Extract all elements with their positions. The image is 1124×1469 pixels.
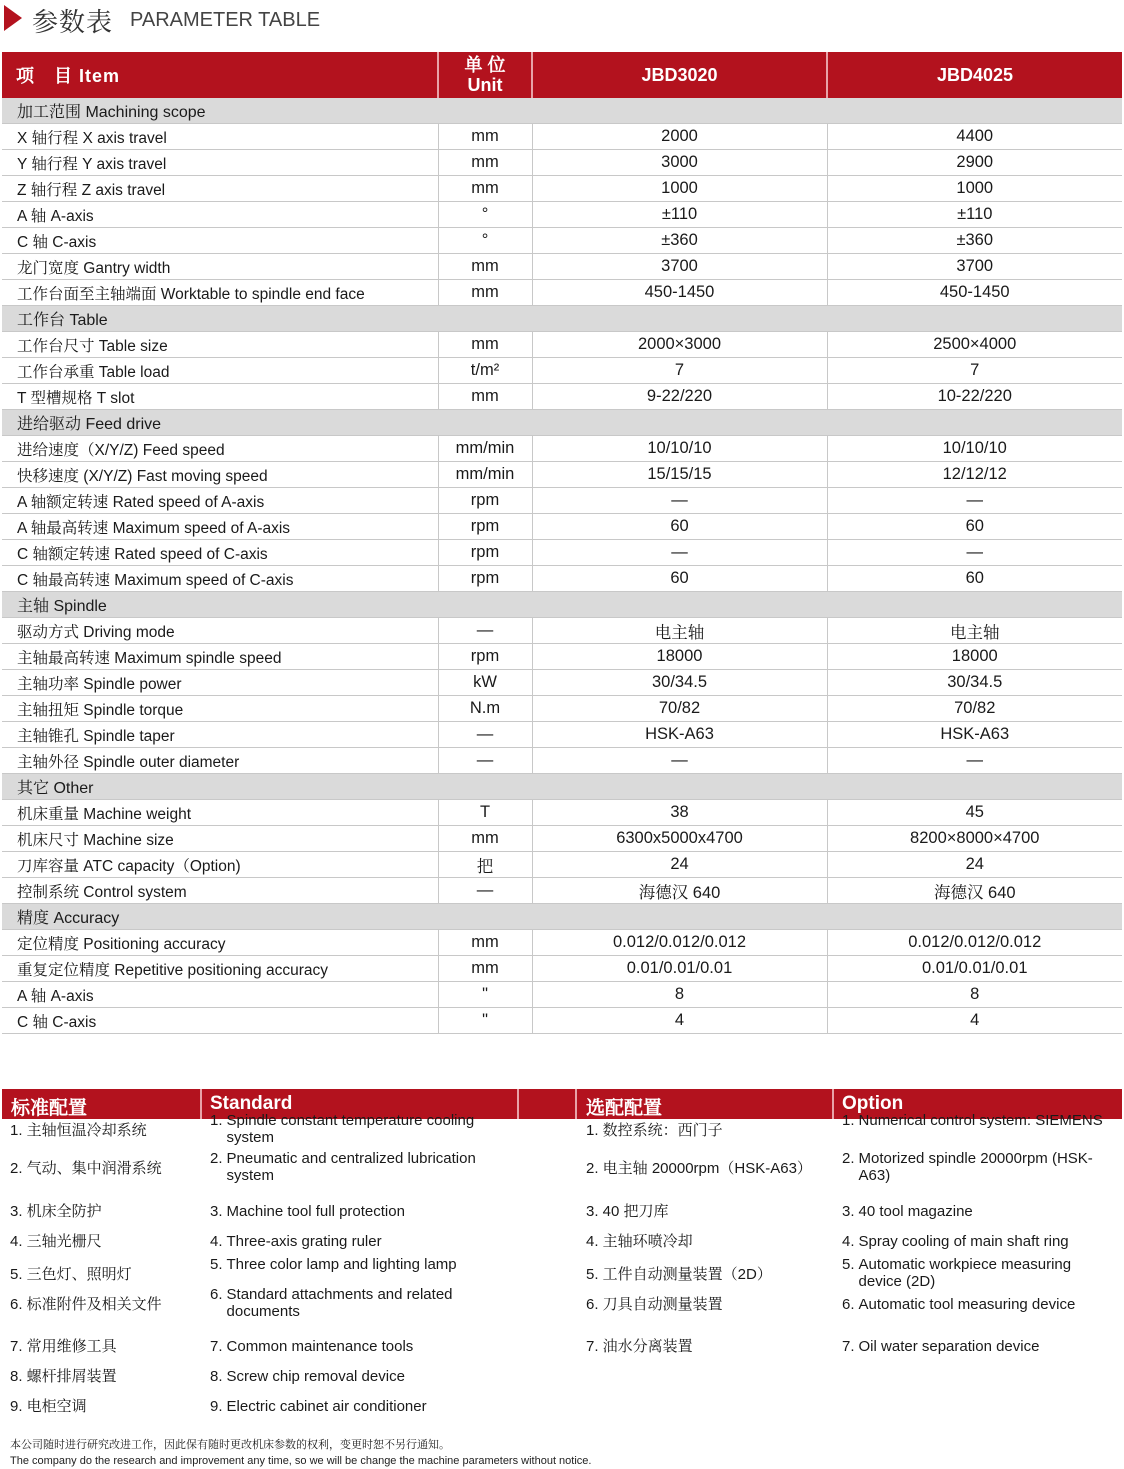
row-value-jbd3020: 0.012/0.012/0.012 [532, 930, 827, 956]
row-value-jbd4025: 2900 [827, 150, 1122, 176]
page-title [0, 0, 1124, 42]
option-head-zh: 选配配置 [586, 1098, 663, 1119]
table-row [2, 644, 1122, 670]
row-value-jbd3020: 9-22/220 [532, 384, 827, 410]
standard-item-en [210, 1233, 503, 1250]
row-value-jbd3020: 电主轴 [532, 618, 827, 644]
option-item-en-text: 40 tool magazine [858, 1203, 973, 1220]
section-row [2, 98, 1122, 124]
row-value-jbd4025: 8200×8000×4700 [827, 826, 1122, 852]
row-value-jbd4025: 1000 [827, 176, 1122, 202]
row-value-jbd3020: 24 [532, 852, 827, 878]
standard-item-en-text: Electric cabinet air conditioner [226, 1398, 427, 1415]
row-label: C 轴额定转速 Rated speed of C-axis [2, 540, 438, 566]
row-unit: rpm [438, 566, 532, 592]
standard-item-en-text: Spindle constant temperature cooling system [226, 1112, 475, 1146]
standard-item-en-text: Screw chip removal device [226, 1368, 405, 1385]
option-item-zh: 4. 主轴环喷冷却 [586, 1233, 693, 1250]
option-item-en-number: 2. [842, 1150, 855, 1167]
table-body [2, 98, 1122, 1034]
header-model-1: JBD3020 [532, 52, 827, 98]
table-row [2, 722, 1122, 748]
table-row [2, 176, 1122, 202]
row-label: 龙门宽度 Gantry width [2, 254, 438, 280]
row-label: C 轴 C-axis [2, 1008, 438, 1034]
option-item-zh: 5. 工件自动测量装置（2D） [586, 1266, 772, 1283]
option-item-en-text: Oil water separation device [858, 1338, 1040, 1355]
row-value-jbd4025: — [827, 488, 1122, 514]
row-value-jbd4025: ±110 [827, 202, 1122, 228]
row-value-jbd3020: 3000 [532, 150, 827, 176]
row-value-jbd4025: 30/34.5 [827, 670, 1122, 696]
option-item-en-text: Automatic workpiece measuring device (2D) [858, 1256, 1072, 1290]
row-unit: mm [438, 826, 532, 852]
row-unit: t/m² [438, 358, 532, 384]
standard-item-zh: 7. 常用维修工具 [10, 1338, 117, 1355]
row-value-jbd3020: — [532, 488, 827, 514]
row-value-jbd4025: HSK-A63 [827, 722, 1122, 748]
table-row [2, 618, 1122, 644]
row-label: 主轴外径 Spindle outer diameter [2, 748, 438, 774]
row-value-jbd4025: 电主轴 [827, 618, 1122, 644]
option-item-zh: 6. 刀具自动测量装置 [586, 1296, 723, 1313]
row-unit: mm/min [438, 436, 532, 462]
standard-item-en-text: Standard attachments and related documents [226, 1286, 453, 1320]
section-title: 工作台 Table [2, 306, 1122, 332]
row-label: X 轴行程 X axis travel [2, 124, 438, 150]
option-item-en-text: Motorized spindle 20000rpm (HSK-A63) [858, 1150, 1093, 1184]
option-item-en-number: 6. [842, 1296, 855, 1313]
option-item-en [842, 1256, 1110, 1290]
standard-item-en-number: 3. [210, 1203, 223, 1220]
header-divider [832, 1089, 834, 1119]
row-label: A 轴 A-axis [2, 202, 438, 228]
title-en: PARAMETER TABLE [130, 9, 321, 31]
row-value-jbd3020: 60 [532, 566, 827, 592]
row-unit: mm/min [438, 462, 532, 488]
section-title: 进给驱动 Feed drive [2, 410, 1122, 436]
option-item-en-text: Spray cooling of main shaft ring [858, 1233, 1069, 1250]
section-row [2, 774, 1122, 800]
standard-item-zh: 4. 三轴光栅尺 [10, 1233, 102, 1250]
option-item-en-number: 5. [842, 1256, 855, 1273]
table-row [2, 150, 1122, 176]
row-value-jbd3020: 1000 [532, 176, 827, 202]
standard-item-en [210, 1150, 503, 1184]
row-value-jbd4025: 7 [827, 358, 1122, 384]
row-value-jbd3020: 60 [532, 514, 827, 540]
row-label: 主轴锥孔 Spindle taper [2, 722, 438, 748]
table-row [2, 878, 1122, 904]
row-label: 工作台面至主轴端面 Worktable to spindle end face [2, 280, 438, 306]
standard-head-zh: 标准配置 [11, 1098, 88, 1119]
option-item-zh: 1. 数控系统：西门子 [586, 1122, 723, 1139]
header-item: 项 目 Item [2, 52, 438, 98]
table-row [2, 436, 1122, 462]
option-item-en-text: Automatic tool measuring device [858, 1296, 1076, 1313]
row-value-jbd3020: 6300x5000x4700 [532, 826, 827, 852]
standard-item-en [210, 1112, 503, 1146]
table-row [2, 332, 1122, 358]
configuration-section [2, 1089, 1122, 1419]
standard-item-en-number: 8. [210, 1368, 223, 1385]
standard-item-zh: 3. 机床全防护 [10, 1203, 102, 1220]
row-value-jbd4025: 10/10/10 [827, 436, 1122, 462]
standard-item-en-number: 7. [210, 1338, 223, 1355]
table-row [2, 670, 1122, 696]
standard-item-zh: 9. 电柜空调 [10, 1398, 87, 1415]
option-item-en-number: 4. [842, 1233, 855, 1250]
row-unit: — [438, 748, 532, 774]
option-head-en: Option [842, 1093, 904, 1114]
title-zh: 参数表 [32, 7, 114, 37]
header-unit-en: Unit [467, 75, 503, 95]
row-unit: kW [438, 670, 532, 696]
row-value-jbd4025: 450-1450 [827, 280, 1122, 306]
row-label: C 轴最高转速 Maximum speed of C-axis [2, 566, 438, 592]
row-value-jbd3020: — [532, 540, 827, 566]
standard-item-en [210, 1203, 503, 1220]
row-unit: N.m [438, 696, 532, 722]
table-row [2, 280, 1122, 306]
row-label: 重复定位精度 Repetitive positioning accuracy [2, 956, 438, 982]
section-title: 精度 Accuracy [2, 904, 1122, 930]
option-item-en [842, 1150, 1110, 1184]
table-row [2, 748, 1122, 774]
section-title: 主轴 Spindle [2, 592, 1122, 618]
row-value-jbd3020: — [532, 748, 827, 774]
row-value-jbd3020: 2000 [532, 124, 827, 150]
row-label: 机床尺寸 Machine size [2, 826, 438, 852]
row-label: 工作台尺寸 Table size [2, 332, 438, 358]
option-item-en [842, 1338, 1110, 1355]
row-value-jbd4025: 45 [827, 800, 1122, 826]
table-row [2, 124, 1122, 150]
row-label: 定位精度 Positioning accuracy [2, 930, 438, 956]
option-item-en [842, 1233, 1110, 1250]
row-unit: 把 [438, 852, 532, 878]
row-value-jbd4025: — [827, 748, 1122, 774]
row-value-jbd4025: 3700 [827, 254, 1122, 280]
row-label: 进给速度（X/Y/Z) Feed speed [2, 436, 438, 462]
standard-item-en-number: 9. [210, 1398, 223, 1415]
standard-item-en-text: Machine tool full protection [226, 1203, 405, 1220]
row-label: 工作台承重 Table load [2, 358, 438, 384]
row-unit: mm [438, 176, 532, 202]
standard-item-en-text: Three-axis grating ruler [226, 1233, 382, 1250]
row-unit: " [438, 1008, 532, 1034]
row-value-jbd4025: 60 [827, 514, 1122, 540]
row-value-jbd4025: 10-22/220 [827, 384, 1122, 410]
table-row [2, 800, 1122, 826]
row-unit: rpm [438, 514, 532, 540]
option-item-zh: 2. 电主轴 20000rpm（HSK-A63） [586, 1160, 812, 1177]
row-label: A 轴最高转速 Maximum speed of A-axis [2, 514, 438, 540]
row-unit: rpm [438, 644, 532, 670]
standard-item-en-number: 4. [210, 1233, 223, 1250]
row-value-jbd4025: 0.012/0.012/0.012 [827, 930, 1122, 956]
option-item-en-number: 1. [842, 1112, 855, 1129]
option-item-zh: 7. 油水分离装置 [586, 1338, 693, 1355]
row-unit: ° [438, 202, 532, 228]
row-value-jbd3020: 18000 [532, 644, 827, 670]
row-value-jbd3020: 70/82 [532, 696, 827, 722]
header-divider [200, 1089, 202, 1119]
row-value-jbd3020: HSK-A63 [532, 722, 827, 748]
row-unit: mm [438, 956, 532, 982]
table-row [2, 1008, 1122, 1034]
option-item-zh: 3. 40 把刀库 [586, 1203, 669, 1220]
row-value-jbd3020: 7 [532, 358, 827, 384]
footer-note-zh: 本公司随时进行研究改进工作，因此保有随时更改机床参数的权利，变更时恕不另行通知。 [10, 1439, 450, 1451]
standard-item-en-number: 2. [210, 1150, 223, 1167]
standard-item-zh: 5. 三色灯、照明灯 [10, 1266, 132, 1283]
table-row [2, 202, 1122, 228]
standard-item-en-text: Common maintenance tools [226, 1338, 414, 1355]
parameter-table [2, 52, 1122, 1034]
row-value-jbd4025: 0.01/0.01/0.01 [827, 956, 1122, 982]
row-unit: ° [438, 228, 532, 254]
standard-head-en: Standard [210, 1093, 293, 1114]
row-value-jbd4025: 4 [827, 1008, 1122, 1034]
row-value-jbd4025: 70/82 [827, 696, 1122, 722]
option-item-en-number: 3. [842, 1203, 855, 1220]
table-header-row [2, 52, 1122, 98]
table-row [2, 566, 1122, 592]
row-unit: mm [438, 930, 532, 956]
row-unit: mm [438, 254, 532, 280]
footer-note [10, 1437, 591, 1469]
section-title: 其它 Other [2, 774, 1122, 800]
row-value-jbd4025: 海德汉 640 [827, 878, 1122, 904]
row-value-jbd3020: 38 [532, 800, 827, 826]
standard-item-zh: 2. 气动、集中润滑系统 [10, 1160, 162, 1177]
footer-note-en: The company do the research and improvement any time, so we will be change the machine parameters without notice. [10, 1455, 592, 1467]
table-row [2, 956, 1122, 982]
standard-item-zh: 6. 标准附件及相关文件 [10, 1296, 162, 1313]
row-unit: mm [438, 124, 532, 150]
table-row [2, 852, 1122, 878]
table-row [2, 384, 1122, 410]
standard-item-en-number: 5. [210, 1256, 223, 1273]
row-unit: T [438, 800, 532, 826]
row-value-jbd3020: 3700 [532, 254, 827, 280]
row-value-jbd4025: 2500×4000 [827, 332, 1122, 358]
standard-item-en-text: Three color lamp and lighting lamp [226, 1256, 457, 1273]
header-divider [575, 1089, 577, 1119]
option-item-en [842, 1112, 1110, 1129]
row-label: Y 轴行程 Y axis travel [2, 150, 438, 176]
row-value-jbd4025: ±360 [827, 228, 1122, 254]
standard-item-en [210, 1256, 503, 1273]
table-row [2, 696, 1122, 722]
section-row [2, 410, 1122, 436]
header-unit [438, 52, 532, 98]
row-value-jbd3020: 10/10/10 [532, 436, 827, 462]
row-value-jbd3020: 15/15/15 [532, 462, 827, 488]
row-value-jbd3020: 海德汉 640 [532, 878, 827, 904]
option-item-en-number: 7. [842, 1338, 855, 1355]
section-row [2, 306, 1122, 332]
row-value-jbd3020: ±360 [532, 228, 827, 254]
standard-item-en-text: Pneumatic and centralized lubrication system [226, 1150, 476, 1184]
standard-item-zh: 1. 主轴恒温冷却系统 [10, 1122, 147, 1139]
row-label: A 轴额定转速 Rated speed of A-axis [2, 488, 438, 514]
row-value-jbd4025: — [827, 540, 1122, 566]
row-value-jbd4025: 8 [827, 982, 1122, 1008]
row-value-jbd3020: 30/34.5 [532, 670, 827, 696]
row-unit: mm [438, 384, 532, 410]
row-value-jbd3020: 0.01/0.01/0.01 [532, 956, 827, 982]
row-unit: rpm [438, 540, 532, 566]
row-label: C 轴 C-axis [2, 228, 438, 254]
row-unit: — [438, 878, 532, 904]
table-row [2, 982, 1122, 1008]
row-label: Z 轴行程 Z axis travel [2, 176, 438, 202]
table-row [2, 254, 1122, 280]
row-label: 主轴最高转速 Maximum spindle speed [2, 644, 438, 670]
row-value-jbd4025: 4400 [827, 124, 1122, 150]
table-row [2, 488, 1122, 514]
row-unit: mm [438, 150, 532, 176]
row-label: 刀库容量 ATC capacity（Option) [2, 852, 438, 878]
row-label: 主轴扭矩 Spindle torque [2, 696, 438, 722]
section-row [2, 904, 1122, 930]
row-label: 机床重量 Machine weight [2, 800, 438, 826]
row-value-jbd4025: 18000 [827, 644, 1122, 670]
row-unit: — [438, 618, 532, 644]
header-divider [517, 1089, 519, 1119]
table-row [2, 540, 1122, 566]
row-value-jbd4025: 24 [827, 852, 1122, 878]
triangle-marker-icon [4, 5, 22, 31]
table-row [2, 826, 1122, 852]
standard-item-en-number: 6. [210, 1286, 223, 1303]
row-unit: — [438, 722, 532, 748]
standard-item-en [210, 1368, 503, 1385]
standard-item-en [210, 1338, 503, 1355]
row-label: 控制系统 Control system [2, 878, 438, 904]
row-value-jbd3020: 450-1450 [532, 280, 827, 306]
option-item-en [842, 1203, 1110, 1220]
standard-item-en [210, 1398, 503, 1415]
table-row [2, 228, 1122, 254]
option-item-en [842, 1296, 1110, 1313]
table-row [2, 358, 1122, 384]
table-row [2, 462, 1122, 488]
row-label: T 型槽规格 T slot [2, 384, 438, 410]
standard-item-en [210, 1286, 503, 1320]
row-value-jbd3020: 8 [532, 982, 827, 1008]
option-item-en-text: Numerical control system: SIEMENS [858, 1112, 1103, 1129]
row-value-jbd3020: ±110 [532, 202, 827, 228]
table-row [2, 514, 1122, 540]
table-row [2, 930, 1122, 956]
header-unit-zh: 单 位 [464, 55, 506, 75]
section-title: 加工范围 Machining scope [2, 98, 1122, 124]
row-label: 驱动方式 Driving mode [2, 618, 438, 644]
section-row [2, 592, 1122, 618]
row-value-jbd3020: 4 [532, 1008, 827, 1034]
row-unit: " [438, 982, 532, 1008]
row-value-jbd4025: 12/12/12 [827, 462, 1122, 488]
row-unit: rpm [438, 488, 532, 514]
row-unit: mm [438, 280, 532, 306]
row-label: A 轴 A-axis [2, 982, 438, 1008]
row-unit: mm [438, 332, 532, 358]
row-label: 主轴功率 Spindle power [2, 670, 438, 696]
standard-item-zh: 8. 螺杆排屑装置 [10, 1368, 117, 1385]
header-model-2: JBD4025 [827, 52, 1122, 98]
row-label: 快移速度 (X/Y/Z) Fast moving speed [2, 462, 438, 488]
row-value-jbd3020: 2000×3000 [532, 332, 827, 358]
row-value-jbd4025: 60 [827, 566, 1122, 592]
standard-item-en-number: 1. [210, 1112, 223, 1129]
